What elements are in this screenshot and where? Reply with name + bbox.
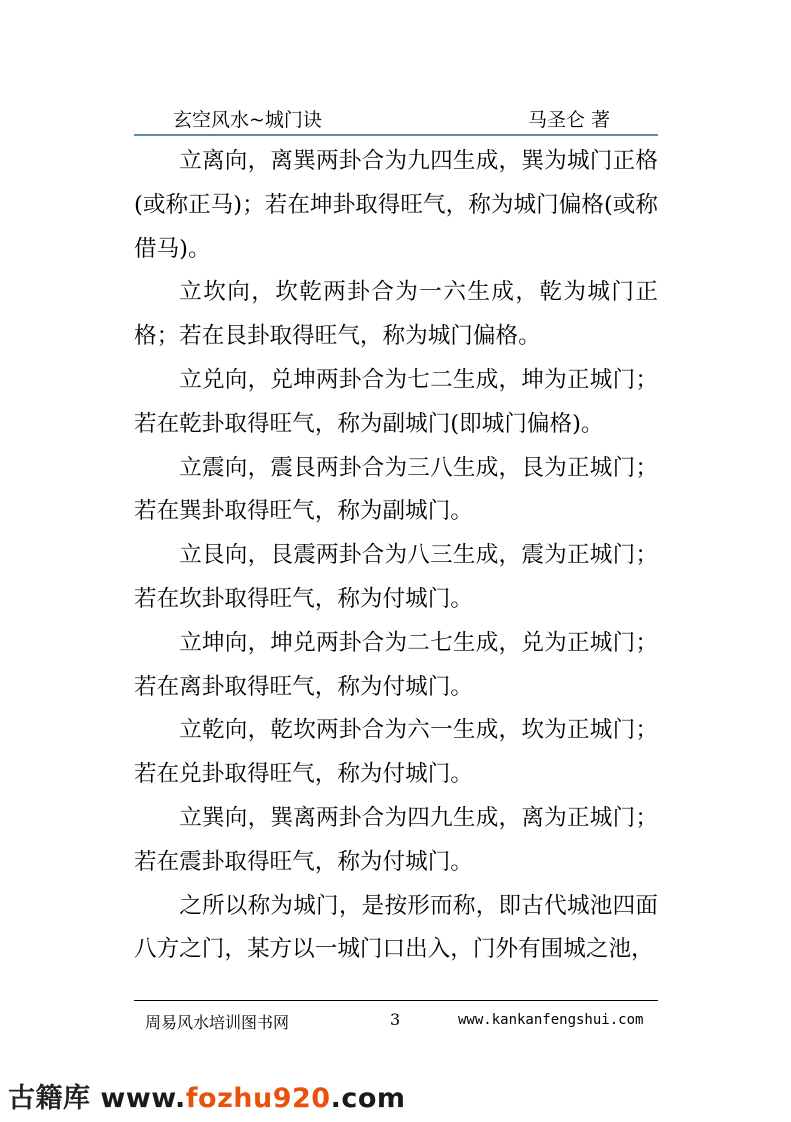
header-title: 玄空风水~城门诀: [173, 109, 322, 131]
watermark-url-middle: fozhu920: [185, 1083, 331, 1114]
paragraph: 立震向，震艮两卦合为三八生成，艮为正城门；若在巽卦取得旺气，称为副城门。: [134, 454, 658, 525]
paragraph: 立离向，离巽两卦合为九四生成，巽为城门正格(或称正马)；若在坤卦取得旺气，称为城门偏格(或称借马)。: [134, 148, 658, 262]
page-number: 3: [390, 1010, 401, 1029]
paragraph: 立艮向，艮震两卦合为八三生成，震为正城门；若在坎卦取得旺气，称为付城门。: [134, 542, 658, 612]
footer-url: www.kankanfengshui.com: [458, 1012, 644, 1028]
paragraph: 立坤向，坤兑两卦合为二七生成，兑为正城门；若在离卦取得旺气，称为付城门。: [134, 629, 658, 700]
watermark: [8, 1076, 406, 1115]
footer-site-name: 周易风水培训图书网: [145, 1013, 290, 1032]
paragraph: 立巽向，巽离两卦合为四九生成，离为正城门；若在震卦取得旺气，称为付城门。: [134, 804, 658, 875]
paragraph: 立兑向，兑坤两卦合为七二生成，坤为正城门；若在乾卦取得旺气，称为副城门(即城门偏格)。: [134, 366, 658, 437]
watermark-name: 古籍库: [8, 1083, 91, 1114]
watermark-url-prefix: www.: [100, 1083, 186, 1114]
paragraph: 立乾向，乾坎两卦合为六一生成，坎为正城门；若在兑卦取得旺气，称为付城门。: [134, 717, 658, 788]
header-divider: [134, 134, 658, 136]
footer-divider: [134, 1000, 658, 1001]
paragraph: 立坎向，坎乾两卦合为一六生成，乾为城门正格；若在艮卦取得旺气，称为城门偏格。: [134, 279, 658, 350]
header-author: 马圣仑 著: [528, 109, 611, 131]
body-text: [134, 140, 658, 972]
paragraph: 之所以称为城门，是按形而称，即古代城池四面八方之门，某方以一城门口出入，门外有围城之池，: [134, 892, 658, 963]
watermark-url-suffix: .com: [330, 1083, 406, 1114]
